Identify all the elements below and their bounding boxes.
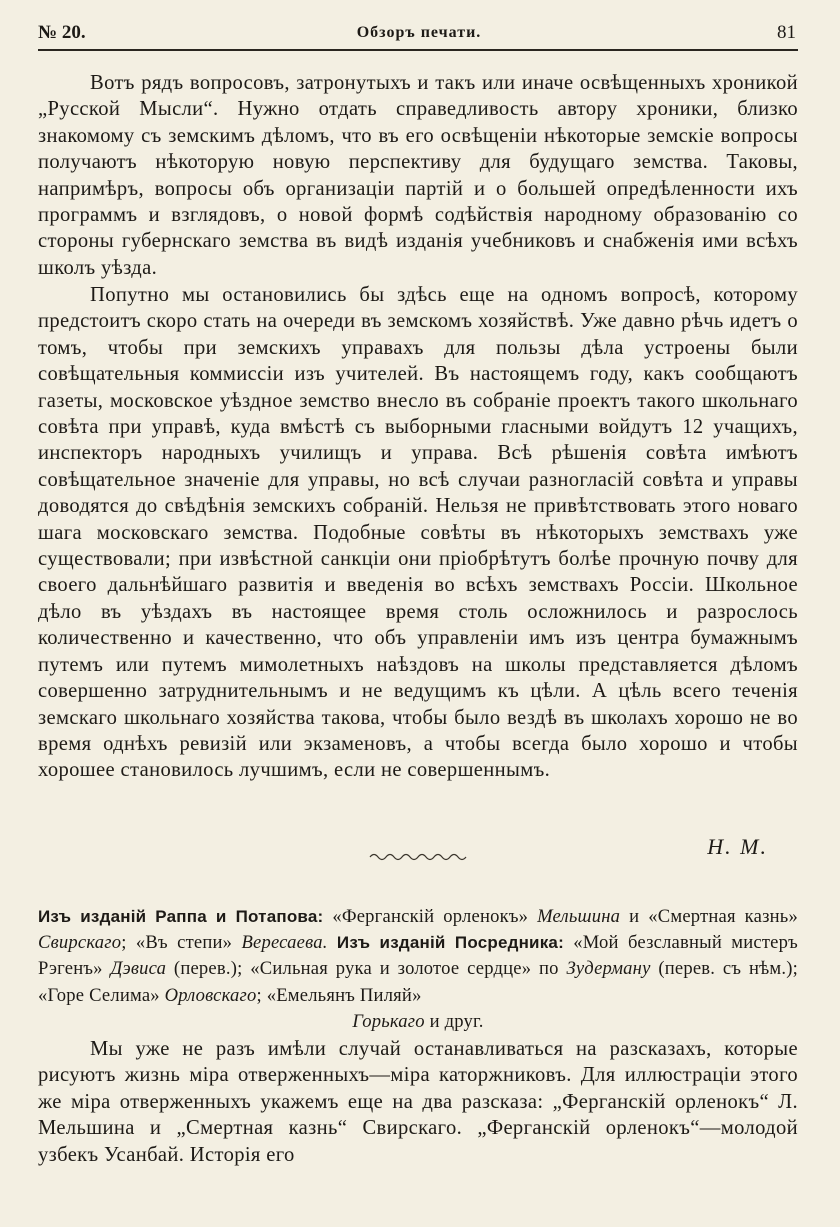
bibliography-note <box>38 904 798 1035</box>
book-author: Зудерману <box>566 958 651 980</box>
bibliography-last-line <box>38 1009 798 1035</box>
section-title: Обзоръ печати. <box>356 24 482 41</box>
separator: ; <box>256 984 262 1006</box>
book-title: «Емельянъ Пиляй» <box>266 984 422 1006</box>
wavy-divider <box>368 850 472 864</box>
issue-number: № 20. <box>38 22 86 43</box>
separator: ; <box>121 932 127 954</box>
publisher-1: Изъ изданій Раппа и Потапова: <box>38 907 324 926</box>
book-title: «Въ степи» <box>135 932 233 954</box>
preposition: по <box>539 958 559 980</box>
running-header <box>38 20 800 48</box>
book-author: Горькаго <box>352 1010 425 1032</box>
book-title: «Смертная казнь» <box>648 906 798 927</box>
page-number: 81 <box>777 22 796 43</box>
book-title: «Горе Селима» <box>38 984 160 1006</box>
paragraph-3: Мы уже не разъ имѣли случай останавливаться на разсказахъ, которые рисуютъ жизнь міра отверженныхъ—міра каторжниковъ. Для иллюстраціи этого же міра отверженныхъ укажемъ еще на два разсказа: „Ферганскій орленокъ“ Л. Мельшина и „Смертная казнь“ Свирскаго. „Ферганскій орленокъ“—молодой узбекъ Усанбай. Исторія его <box>38 1038 798 1166</box>
paragraph-2: Попутно мы остановились бы здѣсь еще на одномъ вопросѣ, которому предстоитъ скоро стать на очереди въ земскомъ хозяйствѣ. Уже давно рѣчь идетъ о томъ, чтобы при земскихъ управахъ для пользы дѣла устроены были совѣщательныя коммиссіи изъ учителей. Въ настоящемъ году, какъ сообщаютъ газеты, московское уѣздное земство внесло въ собраніе проектъ такого школьнаго совѣта при управѣ, куда вмѣстѣ съ выборными гласными войдутъ 12 учащихъ, инспекторъ народныхъ училищъ и управа. Всѣ рѣшенія совѣта имѣютъ совѣщательное значеніе для управы, но всѣ случаи разногласій совѣта и управы доводятся до свѣдѣнія земскихъ собраній. Нельзя не привѣтствовать этого новаго шага московскаго земства. Подобные совѣты въ нѣкоторыхъ земствахъ уже существовали; при извѣстной санкціи они пріобрѣтутъ болѣе прочную почву для своего дальнѣйшаго развитія и введенія во всѣхъ земствахъ Россіи. Школьное дѣло въ уѣздахъ въ настоящее время столь осложнилось и разрослось количественно и качественно, что объ управленіи имъ изъ центра бумажнымъ путемъ или путемъ мимолетныхъ наѣздовъ на школы представляется дѣломъ совершенно затруднительнымъ и не ведущимъ къ цѣли. А цѣль всего теченія земскаго школьнаго хозяйства такова, чтобы было вездѣ въ школахъ хорошо не во время однѣхъ ревизій или экзаменовъ, а чтобы всегда было хорошо и чтобы хорошее становилось лучшимъ, если не совершеннымъ. <box>38 284 798 782</box>
book-author: Мельшина <box>537 906 621 927</box>
book-title: «Ферганскій орленокъ» <box>332 906 529 927</box>
header-rule <box>38 49 798 51</box>
book-author: Свирскаго <box>38 932 122 954</box>
book-note: (перев.); <box>173 958 243 980</box>
list-ending: и друг. <box>429 1010 484 1032</box>
paragraph-3-block <box>38 1036 798 1168</box>
paragraph-1: Вотъ рядъ вопросовъ, затронутыхъ и такъ или иначе освѣщенныхъ хроникой „Русской Мысли“. Нужно отдать справедливость автору хроники, близко знакомому съ земскимъ дѣломъ, что въ его освѣщеніи нѣкоторые земскіе вопросы получаютъ нѣкоторую новую перспективу для будущаго земства. Таковы, напримѣръ, вопросы объ организаціи партій и о большей опредѣленности ихъ программъ и взглядовъ, о новой формѣ содѣйствія народному образованію со стороны губернскаго земства въ видѣ изданія учебниковъ и снабженія ими всѣхъ школъ уѣзда. <box>38 72 798 279</box>
conjunction: и <box>629 906 640 927</box>
book-author: Орловскаго <box>164 984 257 1006</box>
author-signature: Н. М. <box>707 834 768 859</box>
book-title: «Сильная рука и золотое сердце» <box>250 958 532 980</box>
publisher-2: Изъ изданій Посредника: <box>336 933 564 953</box>
paragraph-2-block <box>38 282 798 784</box>
book-note: (перев. съ нѣм.); <box>658 958 798 980</box>
book-author: Дэвиса <box>110 958 167 980</box>
book-title: «Мой безславный мистеръ Рэгенъ» <box>38 932 798 980</box>
book-author: Вересаева. <box>241 932 328 954</box>
paragraph-1-block <box>38 70 798 281</box>
